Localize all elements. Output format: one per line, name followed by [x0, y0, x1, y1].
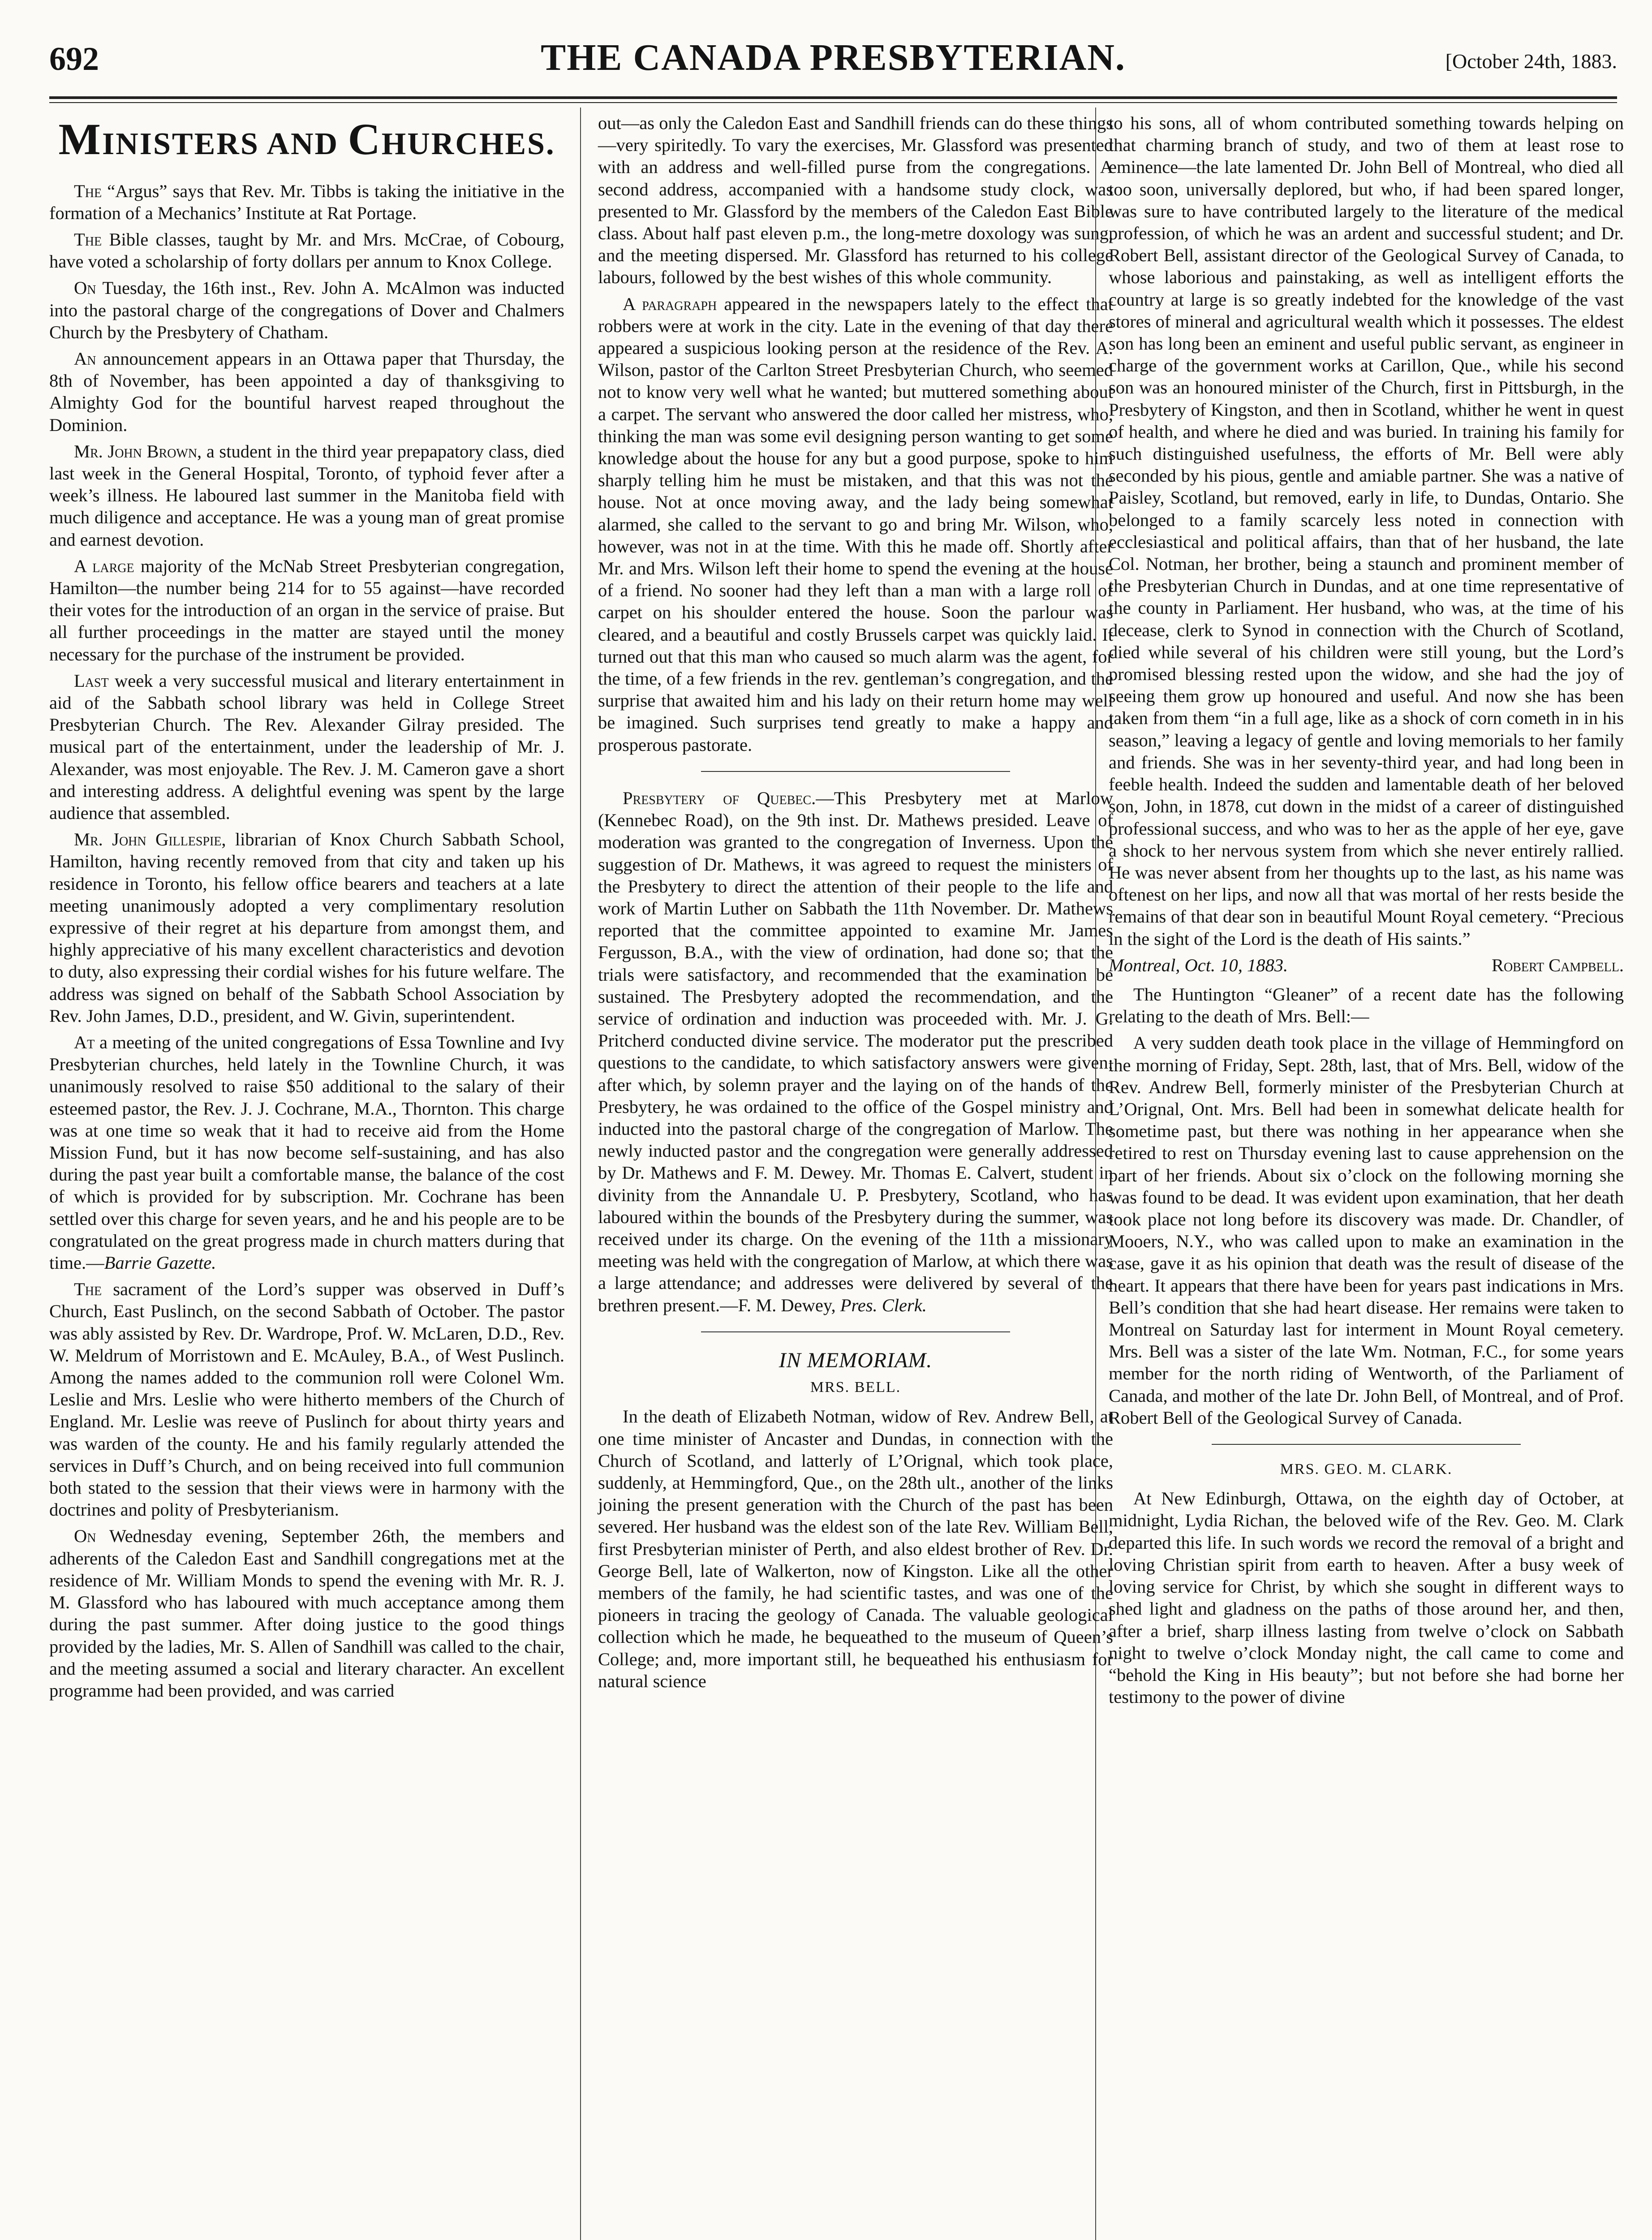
- news-item: [49, 1031, 564, 1274]
- news-item-lead: The: [74, 181, 102, 201]
- news-item-text: a student in the third year prepapatory class, died last week in the General Hospital, Toronto, of typhoid fever after a week’s illness. He laboured last summer in the Manitoba field with much diligence and acceptance. He was a young man of great promise and earnest devotion.: [49, 441, 564, 550]
- news-item-text: “Argus” says that Rev. Mr. Tibbs is taking the initiative in the formation of a Mechanics’ Institute at Rat Portage.: [49, 181, 564, 223]
- section-title: MINISTERS AND CHURCHES.: [58, 114, 555, 164]
- news-item: [49, 277, 564, 343]
- news-item: [49, 440, 564, 551]
- news-item-lead: At: [74, 1032, 95, 1053]
- section-divider: [701, 1331, 1010, 1332]
- news-item-lead: An: [74, 348, 96, 369]
- news-item: [49, 1278, 564, 1521]
- memoriam-heading: IN MEMORIAM.: [779, 1348, 933, 1372]
- news-item: [49, 828, 564, 1027]
- column-3: [1109, 112, 1624, 1712]
- news-item-lead: The: [74, 1279, 102, 1300]
- news-item-text: Bible classes, taught by Mr. and Mrs. McCrae, of Cobourg, have voted a scholarship of forty dollars per annum to Knox College.: [49, 229, 564, 272]
- news-item-text: Tuesday, the 16th inst., Rev. John A. McAlmon was inducted into the pastoral charge of the congregations of Dover and Chalmers Church by the Presbytery of Chatham.: [49, 278, 564, 342]
- news-item: [49, 228, 564, 272]
- journal-title: THE CANADA PRESBYTERIAN.: [541, 37, 1126, 78]
- news-items: [49, 180, 564, 1702]
- section-divider: [701, 771, 1010, 772]
- presbytery-quebec-article: Presbytery of Quebec.—This Presbytery met at Marlow (Kennebec Road), on the 9th inst. Dr. Mathews presided. Leave of moderation was granted to the congregation of Inverness. Upon the suggestion of Dr. Mathews, it was agreed to request the ministers of the Presbytery to direct the attention of their people to the life and work of Martin Luther on Sabbath the 11th November. Dr. Mathews reported that the committee appointed to examine Mr. James Fergusson, B.A., with the view of ordination, had done so; that the trials were satisfactory, and recommended that the examination be sustained. The Presbytery adopted the recommendation, and the service of ordination and induction was proceeded with. Mr. J. G. Pritcherd conducted divine service. The moderator put the prescribed questions to the candidate, to which satisfactory answers were given; after which, by solemn prayer and the laying on of the hands of the Presbytery, he was ordained to the office of the Gospel ministry and inducted into the pastoral charge of the congregation of Marlow. The newly inducted pastor and the congregation were generally addressed by Dr. Mathews and F. M. Dewey. Mr. Thomas E. Calvert, student in divinity from the Annandale U. P. Presbytery, Scotland, who has laboured within the bounds of the Presbytery during the summer, was received under its charge. On the evening of the 11th a missionary meeting was held with the congregation of Marlow, at which there was a large attendance; and addresses were delivered by several of the brethren present.—F. M. Dewey, Pres. Clerk.: [598, 788, 1113, 1315]
- news-item: [49, 180, 564, 224]
- obituary-bell-continued: to his sons, all of whom contributed something towards helping on that charming branch of study, and two of them at least rose to eminence—the late lamented Dr. John Bell of Montreal, who died all too soon, universally deplored, but who, if had been spared longer, was sure to have contributed largely to the literature of the medical profession, of which he was an ardent and successful student; and Dr. Robert Bell, assistant director of the Geological Survey of Canada, to whose laborious and painstaking, as well as intelligent efforts the country at large is so greatly indebted for the knowledge of the vast stores of mineral and agricultural wealth which it possesses. The eldest son has long been an eminent and useful public servant, as engineer in charge of the government works at Carillon, Que., while his second son was an honoured minister of the Church, first in Pittsburgh, in the Presbytery of Kingston, and then in Scotland, whither he went in quest of health, and where he died and was buried. In training his family for such distinguished usefulness, the efforts of Mr. Bell were ably seconded by his pious, gentle and amiable partner. She was a native of Paisley, Scotland, but removed, early in life, to Dundas, Ontario. She belonged to a family scarcely less noted in connection with ecclesiastical and political affairs, than that of her husband, the late Col. Notman, her brother, being a staunch and prominent member of the Presbyterian Church in Dundas, and at one time representative of the county in Parliament. Her husband, who was, at the time of his decease, clerk to Synod in connection with the Church of Scotland, died while several of his children were still young, but the Lord’s promised blessing rested upon the widow, and she had the joy of seeing them grow up honoured and useful. And now she has been taken from them “in a full age, like as a shock of corn cometh in in his season,” leaving a legacy of gentle and loving memorials to her family and friends. She was in her seventy-third year, and had long been in feeble health. Indeed the sudden and lamentable death of her beloved son, John, in 1878, cut down in the midst of a career of distinguished professional success, and who was to her as the apple of her eye, gave a shock to her nervous system from which she never entirely rallied. He was never absent from her thoughts up to the last, as his name was oftenest on her lips, and now all that was mortal of her rests beside the remains of that dear son in beautiful Mount Royal cemetery. “Precious in the sight of the Lord is the death of His saints.”: [1109, 113, 1624, 949]
- news-item-source: Barrie Gazette.: [104, 1253, 216, 1273]
- page-number: 692: [49, 41, 99, 78]
- masthead: [49, 31, 1617, 94]
- news-item-text: Wednesday evening, September 26th, the members and adherents of the Caledon East and Sandhill congregations met at the residence of Mr. William Monds to spend the evening with Mr. R. J. M. Glassford who has laboured with much acceptance among them during the past summer. After doing justice to the good things provided by the ladies, Mr. S. Allen of Sandhill was called to the chair, and the meeting assumed a social and literary character. An excellent programme had been provided, and was carried: [49, 1526, 564, 1701]
- signature-line: [1109, 954, 1624, 976]
- gleaner-quote: A very sudden death took place in the village of Hemmingford on the morning of Friday, Sept. 28th, last, that of Mrs. Bell, widow of the Rev. Andrew Bell, formerly minister of the Presbyterian Church at L’Orignal, Ont. Mrs. Bell had been in somewhat delicate health for sometime past, but there was nothing in her appearance when she retired to rest on Thursday evening last to cause apprehension on the part of her friends. About six o’clock on the following morning she was found to be dead. It was evident upon examination, that her death took place not long before its discovery was made. Dr. Chandler, of Mooers, N.Y., who was called upon to make an examination in the case, gave it as his opinion that death was the result of disease of the heart. It appears that there have been for years past indications in Mrs. Bell’s condition that she had heart disease. Her remains were taken to Montreal on Saturday last for interment in Mount Royal cemetery. Mrs. Bell was a sister of the late Wm. Notman, F.C., for some years member for the north riding of Wentworth, of the Parliament of Canada, and mother of the late Dr. John Bell, of Montreal, and of Prof. Robert Bell of the Geological Survey of Canada.: [1109, 1033, 1624, 1428]
- column-2: [598, 112, 1113, 1697]
- obituary-bell-text: In the death of Elizabeth Notman, widow of Rev. Andrew Bell, at one time minister of Ancaster and Dundas, in connection with the Church of Scotland, and latterly of L’Orignal, which took place, suddenly, at Hemmingford, Que., on the 28th ult., another of the links joining the present generation with the Church of the past has been severed. Her husband was the eldest son of the late Rev. William Bell, first Presbyterian minister of Perth, and also eldest brother of Rev. Dr. George Bell, late of Walkerton, now of Kingston. Like all the other members of the family, he had scientific tastes, and was one of the pioneers in tracing the geology of Canada. The valuable geological collection which he made, he bequeathed to the museum of Queen’s College; and, more important still, he bequeathed his enthusiasm for natural science: [598, 1406, 1113, 1691]
- obituary-clark-text: At New Edinburgh, Ottawa, on the eighth day of October, at midnight, Lydia Richan, the beloved wife of the Rev. Geo. M. Clark departed this life. In such words we record the removal of a bright and loving Christian spirit from earth to heaven. After a busy week of loving service for Christ, by which she sought in different ways to shed light and gladness on the paths of those around her, and then, after a brief, sharp illness lasting from twelve o’clock on Sabbath night to twelve o’clock Monday night, the call came to come and “behold the King in His beauty”; but not before she had borne her testimony to the power of divine: [1109, 1488, 1624, 1707]
- news-item: [49, 348, 564, 436]
- column-divider: [580, 108, 581, 2240]
- news-item-text: sacrament of the Lord’s supper was observed in Duff’s Church, East Puslinch, on the second Sabbath of October. The pastor was ably assisted by Rev. Dr. Wardrope, Prof. W. McLaren, D.D., Rev. W. Meldrum of Morristown and E. McAuley, B.A., of West Puslinch. Among the names added to the communion roll were Colonel Wm. Leslie and Mrs. Leslie who were hitherto members of the Church of England. Mr. Leslie was reeve of Puslinch for about thirty years and was warden of the county. He and his family regularly attended the services in Duff’s Church, and on being received into full communion both stated to the session that their views were in harmony with the doctrines and polity of Presbyterianism.: [49, 1279, 564, 1520]
- news-item-lead: On: [74, 278, 96, 298]
- robbery-article: A paragraph appeared in the newspapers lately to the effect that robbers were at work in the city. Late in the evening of that day there appeared a suspicious looking person at the residence of the Rev. A. Wilson, pastor of the Carlton Street Presbyterian Church, who seemed not to know very well what he wanted; but muttered something about a carpet. The servant who answered the door called her mistress, who, thinking the man was some evil designing person wanting to get some knowledge about the house for any but a good purpose, spoke to him sharply telling him he must be mistaken, and that this was not the house. Not at once moving away, and the lady being somewhat alarmed, she called to the servant to go and bring Mr. Wilson, who, however, was not in at the time. With this he made off. Shortly after Mr. and Mrs. Wilson left their home to spend the evening at the house of a friend. No sooner had they left than a man with a large roll of carpet on his shoulder entered the house. Soon the parlour was cleared, and a beautiful and costly Brussels carpet was quickly laid. It turned out that this man who caused so much alarm was the agent, for the time, of a few friends in the rev. gentleman’s congregation, and the surprise that awaited him and his lady on their return home may well be imagined. Such surprises tend greatly to make a happy and prosperous pastorate.: [598, 293, 1113, 755]
- news-item-lead: On: [74, 1526, 96, 1546]
- news-item: [49, 555, 564, 665]
- news-item-text: librarian of Knox Church Sabbath School, Hamilton, having recently removed from that city and taken up his residence in Toronto, his fellow office bearers and teachers at a late meeting unanimously adopted a very complimentary resolution expressive of their regret at his departure from amongst them, and highly appreciative of his many excellent characteristics and devotion to duty, also expressing their cordial wishes for his future welfare. The address was signed on behalf of the Sabbath School Association by Rev. John James, D.D., president, and W. Givin, superintendent.: [49, 829, 564, 1026]
- obituary-subtitle: MRS. BELL.: [810, 1379, 901, 1396]
- masthead-rule: [49, 96, 1617, 99]
- news-item-text: week a very successful musical and literary entertainment in aid of the Sabbath school library was held in College Street Presbyterian Church. The Rev. Alexander Gilray presided. The musical part of the entertainment, under the leadership of Mr. J. Alexander, was most enjoyable. The Rev. J. M. Cameron gave a short and interesting address. A delightful evening was spent by the large audience that assembled.: [49, 670, 564, 823]
- news-item-lead: Last: [74, 670, 109, 691]
- news-item: [49, 1525, 564, 1702]
- place-date: Montreal, Oct. 10, 1883.: [1109, 955, 1288, 975]
- masthead-rule-thin: [49, 102, 1617, 103]
- news-item-lead: Mr. John Gillespie,: [74, 829, 226, 850]
- section-divider: [1212, 1444, 1521, 1445]
- news-item-text: announcement appears in an Ottawa paper that Thursday, the 8th of November, has been appointed a day of thanksgiving to Almighty God for the bountiful harvest reaped throughout the Dominion.: [49, 348, 564, 435]
- news-item: [49, 670, 564, 824]
- news-item-lead: Mr. John Brown,: [74, 441, 202, 461]
- column-1: [49, 112, 564, 1706]
- issue-date: [October 24th, 1883.: [1445, 50, 1617, 73]
- signature: Robert Campbell.: [1491, 955, 1624, 975]
- news-item-lead: The: [74, 229, 102, 250]
- gleaner-intro: The Huntington “Gleaner” of a recent date has the following relating to the death of Mrs. Bell:—: [1109, 984, 1624, 1027]
- news-item-text: a meeting of the united congregations of Essa Townline and Ivy Presbyterian churches, held lately in the Townline Church, it was unanimously resolved to raise $50 additional to the salary of their esteemed pastor, the Rev. J. J. Cochrane, M.A., Thornton. This charge was at one time so weak that it had to receive aid from the Home Mission Fund, but it has now become self-sustaining, and has also during the past year built a comfortable manse, the balance of the cost of which is provided for by subscription. Mr. Cochrane has been settled over this charge for seven years, and he and his people are to be congratulated on the great progress made in church matters during that time.—: [49, 1032, 564, 1273]
- obituary-subtitle: MRS. GEO. M. CLARK.: [1280, 1460, 1453, 1478]
- news-item-text: majority of the McNab Street Presbyterian congregation, Hamilton—the number being 214 for to 55 against—have recorded their votes for the introduction of an organ in the service of praise. But all further proceedings in the matter are stayed until the money necessary for the purchase of the instrument be provided.: [49, 556, 564, 664]
- news-item-lead: A large: [74, 556, 134, 576]
- continued-article: out—as only the Caledon East and Sandhill friends can do these things—very spiritedly. To vary the exercises, Mr. Glassford was presented with an address and well-filled purse from the congregations. A second address, accompanied with a handsome study clock, was presented to Mr. Glassford by the members of the Caledon East Bible class. About half past eleven p.m., the long-metre doxology was sung, and the meeting dispersed. Mr. Glassford has returned to his college labours, followed by the best wishes of this whole community.: [598, 113, 1113, 288]
